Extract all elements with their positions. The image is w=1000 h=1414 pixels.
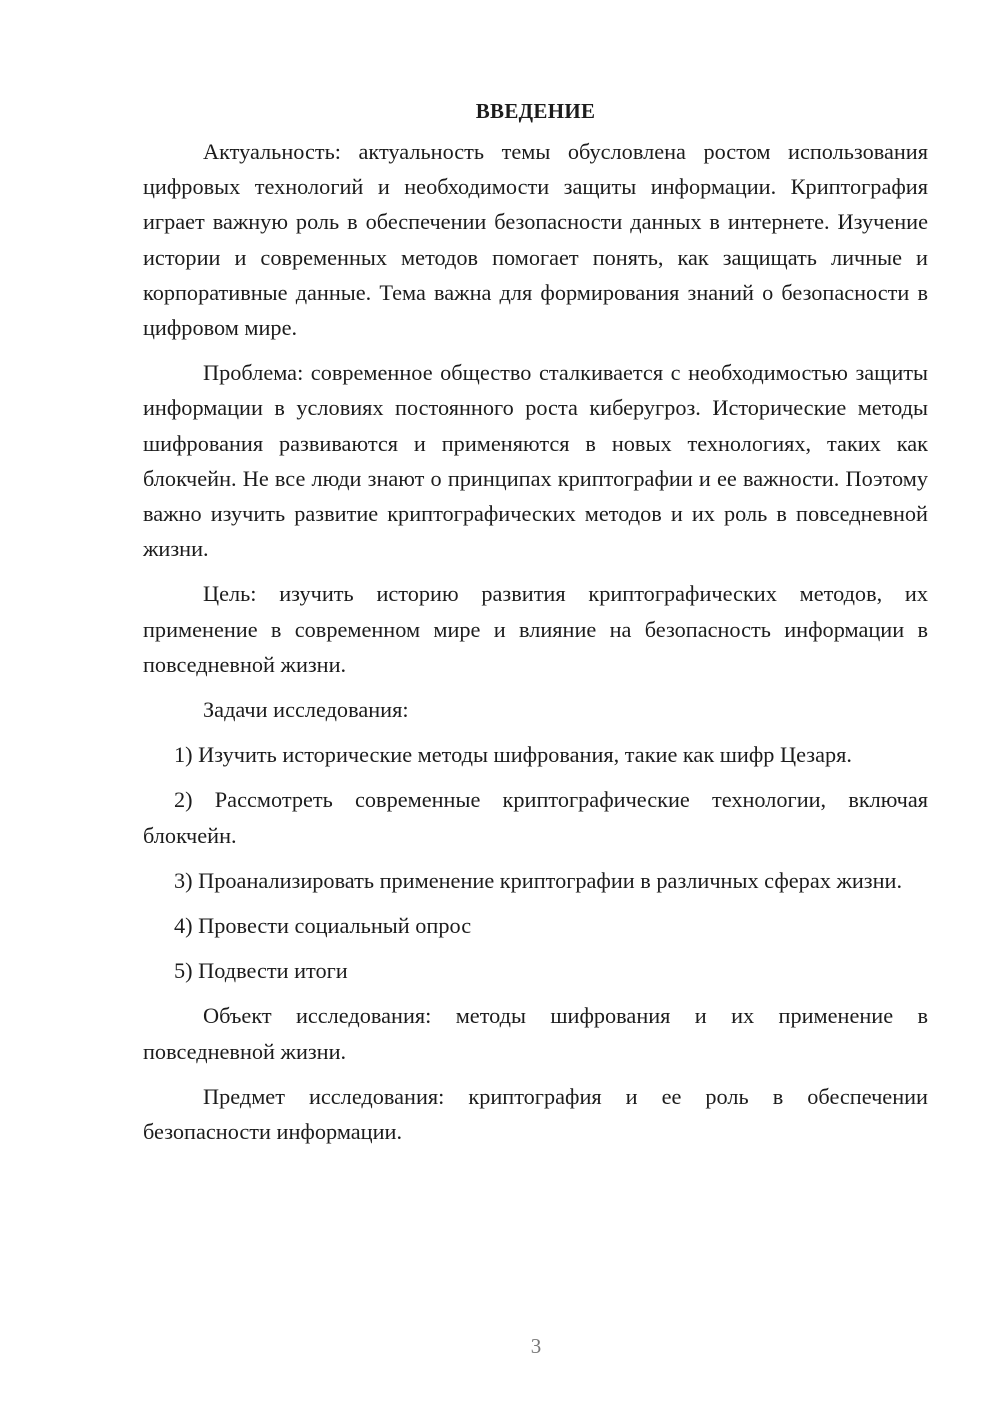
goal-paragraph: Цель: изучить историю развития криптографических методов, их применение в современном мире и влияние на безопасность информации в повседневной жизни. [143, 581, 928, 677]
research-object-paragraph: Объект исследования: методы шифрования и их применение в повседневной жизни. [143, 1003, 928, 1064]
task-item-1: 1) Изучить исторические методы шифрования, такие как шифр Цезаря. [174, 742, 852, 768]
problem-paragraph: Проблема: современное общество сталкивается с необходимостью защиты информации в условиях постоянного роста киберугроз. Исторические методы шифрования развиваются и применяются в новых технологиях, таких как блокчейн. Не все люди знают о принципах криптографии и ее важности. Поэтому важно изучить развитие криптографических методов и их роль в повседневной жизни. [143, 360, 928, 562]
page-number: 3 [530, 1334, 542, 1358]
task-item-2: 2) Рассмотреть современные криптографические технологии, включая блокчейн. [143, 787, 928, 848]
section-heading: ВВЕДЕНИЕ [475, 99, 596, 123]
page-content [143, 96, 928, 1159]
relevance-paragraph: Актуальность: актуальность темы обусловлена ростом использования цифровых технологий и необходимости защиты информации. Криптография играет важную роль в обеспечении безопасности данных в интернете. Изучение истории и современных методов помогает понять, как защищать личные и корпоративные данные. Тема важна для формирования знаний о безопасности в цифровом мире. [143, 139, 928, 341]
task-item-3: 3) Проанализировать применение криптографии в различных сферах жизни. [174, 867, 903, 893]
task-item-4: 4) Провести социальный опрос [174, 913, 472, 939]
task-item-5: 5) Подвести итоги [174, 958, 348, 984]
tasks-heading: Задачи исследования: [203, 697, 409, 723]
research-subject-paragraph: Предмет исследования: криптография и ее роль в обеспечении безопасности информации. [143, 1083, 928, 1145]
